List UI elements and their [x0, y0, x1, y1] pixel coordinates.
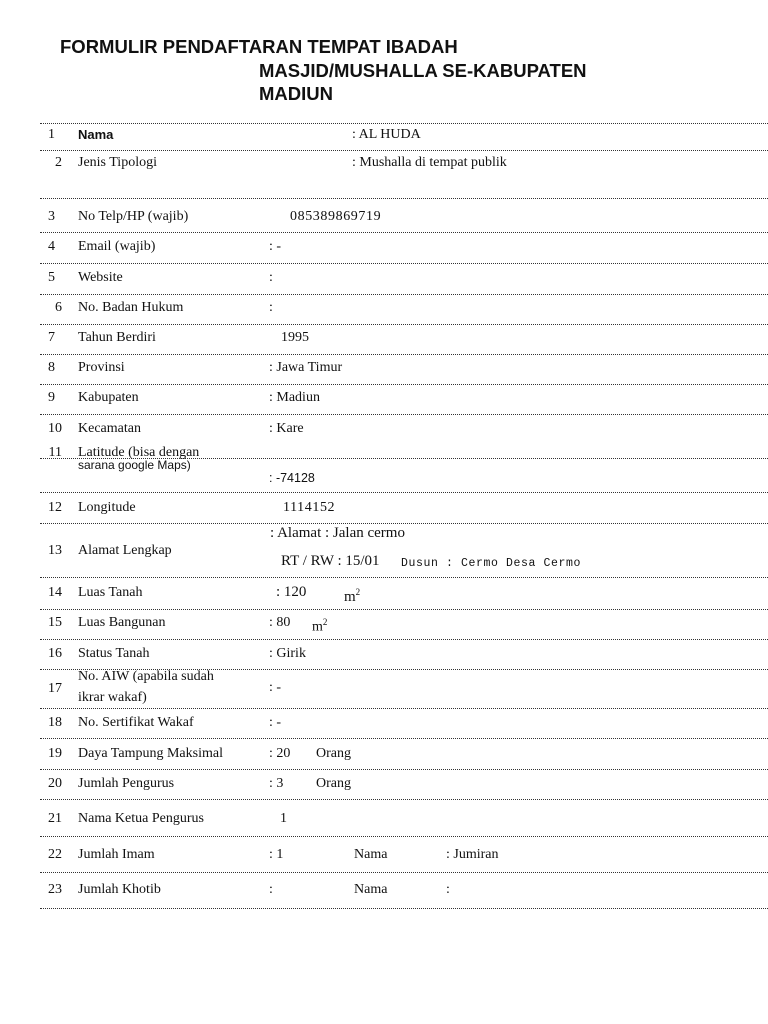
row-label: Longitude [78, 500, 136, 515]
row-number: 23 [48, 882, 62, 897]
row-number: 12 [48, 500, 62, 515]
row-value: : 120 [276, 584, 307, 600]
row-number: 2 [55, 155, 62, 170]
row-value: : Mushalla di tempat publik [352, 155, 507, 170]
row-number: 4 [48, 239, 55, 254]
row-value: : -74128 [269, 471, 315, 485]
row-divider [40, 836, 768, 837]
row-number: 11 [48, 445, 62, 460]
row-divider [40, 384, 768, 385]
row-value: : AL HUDA [352, 127, 421, 142]
row-divider [40, 123, 768, 124]
row-divider [40, 150, 768, 151]
row-label-line2: ikrar wakaf) [78, 690, 147, 705]
row-number: 9 [48, 390, 55, 405]
row-divider [40, 577, 768, 578]
row-label: Website [78, 270, 123, 285]
row-number: 10 [48, 421, 62, 436]
row-sub-label: Nama [354, 847, 388, 862]
row-label: Jumlah Pengurus [78, 776, 175, 791]
row-label: Jumlah Imam [78, 847, 155, 862]
row-number: 14 [48, 585, 62, 600]
row-number: 1 [48, 127, 55, 142]
row-value: : Kare [269, 421, 304, 436]
row-sub-value: : [446, 882, 450, 897]
row-label: Nama Ketua Pengurus [78, 811, 204, 826]
row-value: : [269, 300, 273, 315]
row-label: Luas Tanah [78, 585, 143, 600]
row-divider [40, 414, 768, 415]
form-title-line2: MASJID/MUSHALLA SE-KABUPATEN [259, 60, 587, 81]
row-value: : - [269, 715, 282, 730]
row-divider [40, 708, 768, 709]
row-number: 3 [48, 209, 55, 224]
row-sub-label: Nama [354, 882, 388, 897]
row-divider [40, 198, 768, 199]
row-divider [40, 263, 768, 264]
row-label: Kabupaten [78, 390, 139, 405]
row-value: : Alamat : Jalan cermo [270, 525, 405, 541]
row-label: Provinsi [78, 360, 125, 375]
row-divider [40, 523, 768, 524]
row-label: No Telp/HP (wajib) [78, 209, 189, 224]
row-label: No. Badan Hukum [78, 300, 184, 315]
row-label: Tahun Berdiri [78, 330, 156, 345]
row-divider [40, 294, 768, 295]
row-value: : Madiun [269, 390, 320, 405]
row-label: No. Sertifikat Wakaf [78, 715, 194, 730]
row-number: 18 [48, 715, 62, 730]
row-value: : [269, 270, 273, 285]
row-value-dusun: Dusun : Cermo Desa Cermo [401, 557, 582, 570]
row-label: No. AIW (apabila sudah [78, 669, 214, 684]
row-divider [40, 324, 768, 325]
row-label-line2: sarana google Maps) [78, 458, 191, 472]
row-value: 1114152 [283, 500, 336, 515]
row-value-rt-rw: RT / RW : 15/01 [281, 553, 380, 569]
row-value: : 1 [269, 847, 284, 862]
row-unit: Orang [316, 746, 351, 761]
row-value: : Girik [269, 646, 306, 661]
row-label: Daya Tampung Maksimal [78, 746, 223, 761]
form-title-line3: MADIUN [259, 83, 333, 104]
row-divider [40, 769, 768, 770]
row-number: 19 [48, 746, 62, 761]
row-divider [40, 232, 768, 233]
row-sub-value: : Jumiran [446, 847, 499, 862]
row-value: : Jawa Timur [269, 360, 343, 375]
row-divider [40, 354, 768, 355]
row-value: : 20 [269, 746, 291, 761]
row-divider [40, 639, 768, 640]
row-number: 6 [55, 300, 62, 315]
row-number: 15 [48, 615, 62, 630]
row-number: 22 [48, 847, 62, 862]
row-value: : 3 [269, 776, 284, 791]
row-unit: Orang [316, 776, 351, 791]
row-value: : - [269, 239, 282, 254]
row-divider [40, 799, 768, 800]
row-number: 8 [48, 360, 55, 375]
row-number: 21 [48, 811, 62, 826]
row-unit: $m^2$ [344, 587, 361, 605]
row-number: 13 [48, 543, 62, 558]
row-number: 20 [48, 776, 62, 791]
row-label: Latitude (bisa dengan [78, 445, 200, 460]
row-divider [40, 872, 768, 873]
row-value: : - [269, 680, 282, 695]
row-label: Alamat Lengkap [78, 543, 172, 558]
row-label: Status Tanah [78, 646, 150, 661]
row-number: 17 [48, 681, 62, 696]
row-value: 1 [280, 811, 287, 826]
row-divider [40, 908, 768, 909]
row-number: 16 [48, 646, 62, 661]
row-number: 5 [48, 270, 55, 285]
row-label: Nama [78, 127, 114, 142]
row-divider [40, 738, 768, 739]
row-divider [40, 609, 768, 610]
row-label: Jenis Tipologi [78, 155, 157, 170]
row-value: 1995 [281, 330, 309, 345]
row-label: Email (wajib) [78, 239, 156, 254]
row-label: Kecamatan [78, 421, 141, 436]
row-unit: $m^2$ [312, 617, 328, 635]
row-number: 7 [48, 330, 55, 345]
form-title-line1: FORMULIR PENDAFTARAN TEMPAT IBADAH [60, 36, 458, 57]
row-value: : 80 [269, 615, 291, 630]
row-label: Jumlah Khotib [78, 882, 161, 897]
row-value: 085389869719 [290, 209, 382, 224]
row-label: Luas Bangunan [78, 615, 166, 630]
row-divider [40, 492, 768, 493]
row-value: : [269, 882, 273, 897]
